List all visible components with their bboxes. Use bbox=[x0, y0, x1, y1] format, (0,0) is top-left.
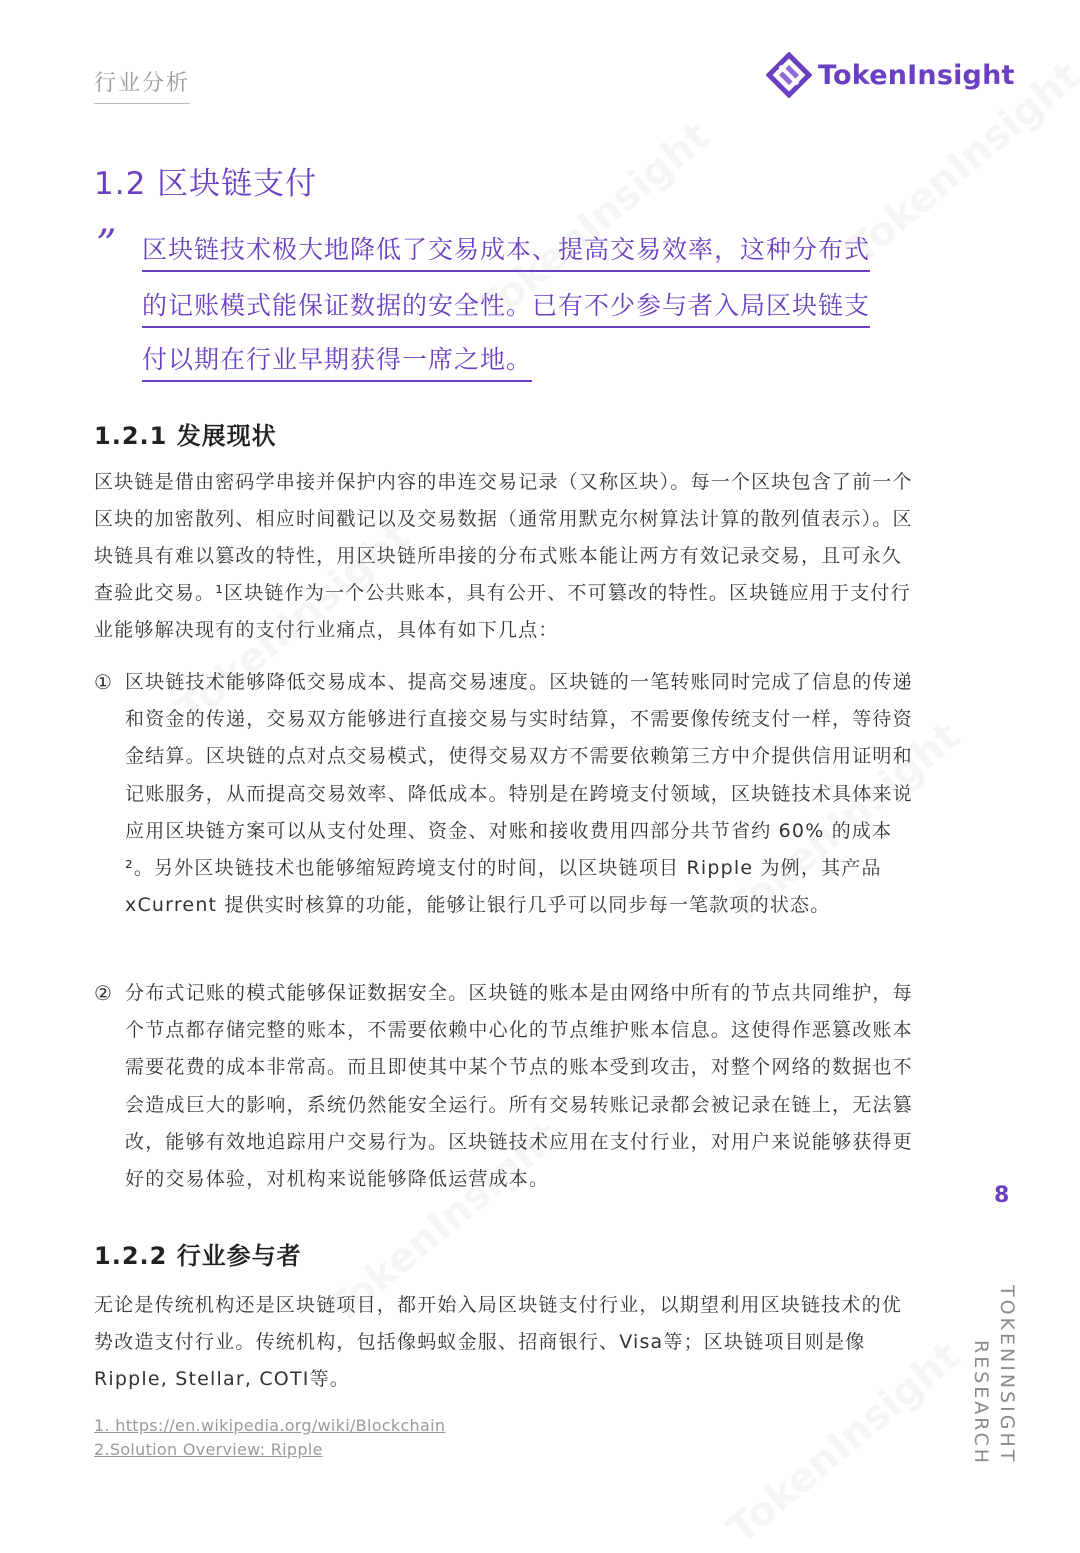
paragraph-intro: 区块链是借由密码学串接并保护内容的串连交易记录（又称区块）。每一个区块包含了前一个区块的加密散列、相应时间戳记以及交易数据（通常用默克尔树算法计算的散列值表示）。区块链具有难以篡改的特性，用区块链所串接的分布式账本能让两方有效记录交易，且可永久查验此交易。¹区块链作为一个公共账本，具有公开、不可篡改的特性。区块链应用于支付行业能够解决现有的支付行业痛点，具体有如下几点： bbox=[94, 471, 913, 641]
subsection-title-status: 1.2.1 发展现状 bbox=[94, 422, 277, 450]
footnote-1[interactable]: 1. https://en.wikipedia.org/wiki/Blockchain bbox=[94, 1416, 446, 1435]
list-number-2: ② bbox=[94, 981, 112, 1005]
quote-line-2: 的记账模式能保证数据的安全性。已有不少参与者入局区块链支 bbox=[142, 286, 870, 328]
quote-line-1: 区块链技术极大地降低了交易成本、提高交易效率，这种分布式 bbox=[142, 230, 870, 272]
brand-logo bbox=[766, 52, 1015, 98]
quote-mark: ” bbox=[96, 222, 117, 268]
list-item-2: 分布式记账的模式能够保证数据安全。区块链的账本是由网络中所有的节点共同维护，每个节点都存储完整的账本，不需要依赖中心化的节点维护账本信息。这使得作恶篡改账本需要花费的成本非常高。而且即使其中某个节点的账本受到攻击，对整个网络的数据也不会造成巨大的影响，系统仍然能安全运行。所有交易转账记录都会被记录在链上，无法篡改，能够有效地追踪用户交易行为。区块链技术应用在支付行业，对用户来说能够获得更好的交易体验，对机构来说能够降低运营成本。 bbox=[125, 982, 913, 1191]
list-item-1: 区块链技术能够降低交易成本、提高交易速度。区块链的一笔转账同时完成了信息的传递和资金的传递，交易双方能够进行直接交易与实时结算，不需要像传统支付一样，等待资金结算。区块链的点对点交易模式，使得交易双方不需要依赖第三方中介提供信用证明和记账服务，从而提高交易效率、降低成本。特别是在跨境支付领域，区块链技术具体来说应用区块链方案可以从支付处理、资金、对账和接收费用四部分共节省约 60% 的成本²。另外区块链技术也能够缩短跨境支付的时间，以区块链项目 Ripple 为例，其产品 xCurrent 提供实时核算的功能，能够让银行几乎可以同步每一笔款项的状态。 bbox=[125, 671, 913, 917]
page-number: 8 bbox=[994, 1183, 1010, 1208]
section-title: 1.2 区块链支付 bbox=[94, 166, 318, 202]
paragraph-participants: 无论是传统机构还是区块链项目，都开始入局区块链支付行业，以期望利用区块链技术的优势改造支付行业。传统机构，包括像蚂蚁金服、招商银行、Visa等；区块链项目则是像Ripple, Stellar, COTI等。 bbox=[94, 1294, 903, 1390]
footnote-2[interactable]: 2.Solution Overview: Ripple bbox=[94, 1440, 323, 1459]
side-brand-line-1: TOKENINSIGHT bbox=[996, 1285, 1018, 1465]
brand-name: TokenInsight bbox=[818, 59, 1015, 91]
token-insight-logo-icon bbox=[766, 52, 812, 98]
subsection-title-participants: 1.2.2 行业参与者 bbox=[94, 1242, 302, 1270]
header-category-label: 行业分析 bbox=[94, 66, 190, 104]
quote-line-3: 付以期在行业早期获得一席之地。 bbox=[142, 340, 532, 382]
side-brand-line-2: RESEARCH bbox=[970, 1340, 992, 1467]
list-number-1: ① bbox=[94, 670, 112, 694]
